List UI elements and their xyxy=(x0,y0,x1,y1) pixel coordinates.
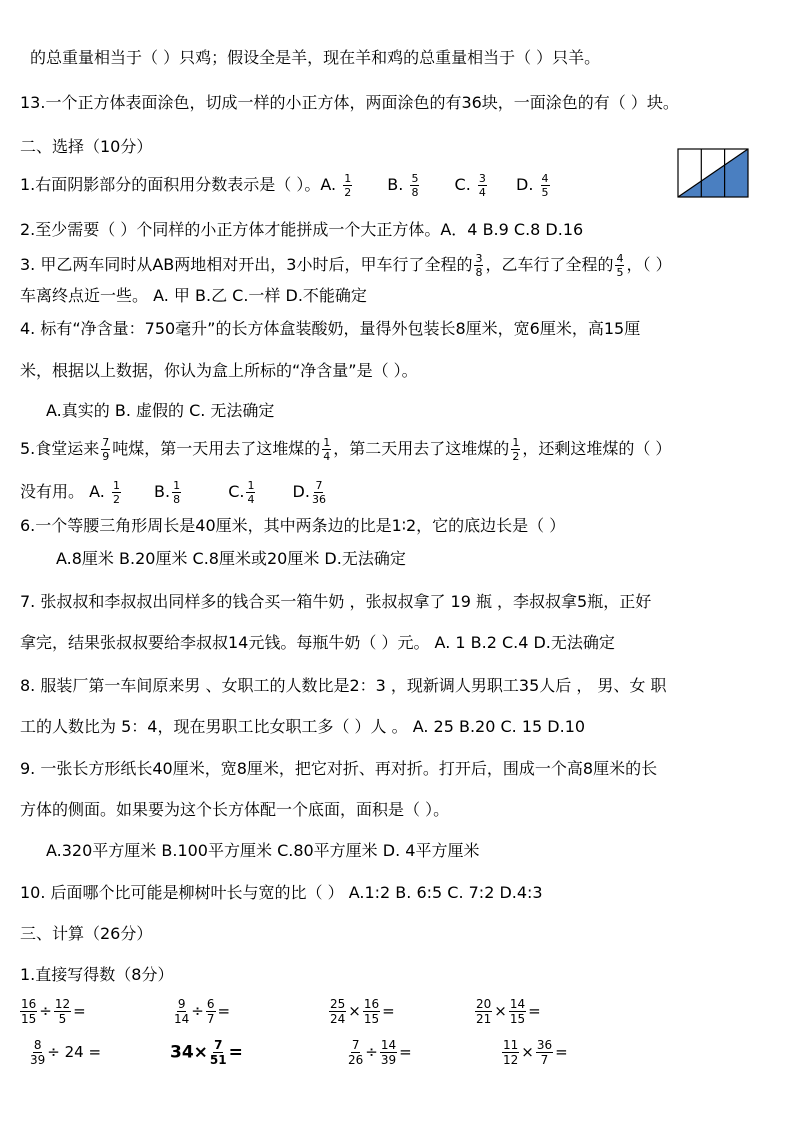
question-1 xyxy=(20,172,552,198)
question-4-options: A.真实的 B. 虚假的 C. 无法确定 xyxy=(46,401,275,420)
q3-text: ，（ ） xyxy=(626,255,672,274)
q3-text: ，乙车行了全程的 xyxy=(485,255,614,274)
fraction: $\frac{1}{4}$ xyxy=(247,479,255,506)
question-6-options: A.8厘米 B.20厘米 C.8厘米或20厘米 D.无法确定 xyxy=(56,549,406,568)
option-label: B. xyxy=(154,482,171,501)
question-9-cont: 方体的侧面。如果要为这个长方体配一个底面，面积是（ ）。 xyxy=(20,800,450,819)
fraction: $\frac{1}{4}$ xyxy=(323,436,331,463)
question-7-cont: 拿完，结果张叔叔要给李叔叔14元钱。每瓶牛奶（ ）元。 A. 1 B.2 C.4 D.无法确定 xyxy=(20,633,615,652)
fraction: $\frac{4}{5}$ xyxy=(541,172,549,199)
calc-item-8: $\frac{11}{12}$ × $\frac{36}{7}$ = xyxy=(503,1038,568,1067)
option-label: C. xyxy=(228,482,245,501)
q5-text: 没有用。 A. xyxy=(20,482,105,501)
fraction: $\frac{1}{8}$ xyxy=(173,479,181,506)
fraction: $\frac{7}{36}$ xyxy=(311,479,326,506)
q5-text: ，还剩这堆煤的（ ） xyxy=(522,439,672,458)
q5-text: 5.食堂运来 xyxy=(20,439,100,458)
option-label: D. xyxy=(516,175,534,194)
section-heading: 二、选择（10分） xyxy=(20,137,153,156)
fraction: $\frac{4}{5}$ xyxy=(616,252,624,279)
question-4: 4. 标有“净含量：750毫升”的长方体盒装酸奶，量得外包装长8厘米，宽6厘米，高15厘 xyxy=(20,319,641,338)
section-heading: 三、计算（26分） xyxy=(20,924,153,943)
question-8: 8. 服装厂第一车间原来男 、女职工的人数比是2：3 ，现新调人男职工35人后 ， 男、女 职 xyxy=(20,676,667,695)
calc-item-1: $\frac{16}{15}$ ÷ $\frac{12}{5}$ = xyxy=(21,997,86,1026)
question-7: 7. 张叔叔和李叔叔出同样多的钱合买一箱牛奶 ，张叔叔拿了 19 瓶 ，李叔叔拿5瓶，正好 xyxy=(20,592,652,611)
option-label: B. xyxy=(387,175,404,194)
q3-text: 3. 甲乙两车同时从AB两地相对开出，3小时后，甲车行了全程的 xyxy=(20,255,473,274)
q5-text: 吨煤，第一天用去了这堆煤的 xyxy=(112,439,321,458)
option-label: C. xyxy=(454,175,471,194)
option-label: D. xyxy=(292,482,310,501)
question-6: 6.一个等腰三角形周长是40厘米，其中两条边的比是1∶2，它的底边长是（ ） xyxy=(20,516,566,535)
fraction: $\frac{3}{4}$ xyxy=(478,172,486,199)
question-10: 10. 后面哪个比可能是柳树叶长与宽的比（ ） A.1:2 B. 6:5 C. 7:2 D.4:3 xyxy=(20,883,543,902)
fraction: $\frac{1}{2}$ xyxy=(512,436,520,463)
q5-text: ，第二天用去了这堆煤的 xyxy=(333,439,510,458)
calc-item-2: $\frac{9}{14}$ ÷ $\frac{6}{7}$ = xyxy=(174,997,231,1026)
calc-item-3: $\frac{25}{24}$ × $\frac{16}{15}$ = xyxy=(330,997,395,1026)
question-3 xyxy=(20,252,672,278)
calc-item-4: $\frac{20}{21}$ × $\frac{14}{15}$ = xyxy=(476,997,541,1026)
calc-heading: 1.直接写得数（8分） xyxy=(20,965,174,984)
question-9-options: A.320平方厘米 B.100平方厘米 C.80平方厘米 D. 4平方厘米 xyxy=(46,841,480,860)
calc-item-7: $\frac{7}{26}$ ÷ $\frac{14}{39}$ = xyxy=(348,1038,412,1067)
fraction: $\frac{1}{2}$ xyxy=(344,172,352,199)
calc-item-6: 34× $\frac{7}{51}$ = xyxy=(170,1038,243,1067)
calc-item-5: $\frac{8}{39}$ ÷ 24 = xyxy=(30,1038,102,1067)
q1-text: 1.右面阴影部分的面积用分数表示是（ ）。A. xyxy=(20,175,337,194)
fraction: $\frac{3}{8}$ xyxy=(475,252,483,279)
fraction: $\frac{1}{2}$ xyxy=(112,479,120,506)
question-3-options: 车离终点近一些。 A. 甲 B.乙 C.一样 D.不能确定 xyxy=(20,286,367,305)
question-5 xyxy=(20,436,671,462)
fraction: $\frac{7}{9}$ xyxy=(102,436,110,463)
question-8-cont: 工的人数比为 5：4，现在男职工比女职工多（ ）人 。 A. 25 B.20 C. 15 D.10 xyxy=(20,717,586,736)
question-9: 9. 一张长方形纸长40厘米，宽8厘米，把它对折、再对折。打开后，围成一个高8厘米的长 xyxy=(20,759,658,778)
question-4-cont: 米，根据以上数据，你认为盒上所标的“净含量”是（ ）。 xyxy=(20,361,418,380)
fraction: $\frac{5}{8}$ xyxy=(411,172,419,199)
text-line: 的总重量相当于（ ）只鸡；假设全是羊，现在羊和鸡的总重量相当于（ ）只羊。 xyxy=(30,48,601,67)
shaded-rectangle-figure xyxy=(677,148,749,198)
question-13: 13.一个正方体表面涂色，切成一样的小正方体，两面涂色的有36块，一面涂色的有（ ）块。 xyxy=(20,93,679,112)
question-5-options xyxy=(20,479,328,505)
question-2: 2.至少需要（ ）个同样的小正方体才能拼成一个大正方体。A．4 B.9 C.8 D.16 xyxy=(20,220,584,239)
